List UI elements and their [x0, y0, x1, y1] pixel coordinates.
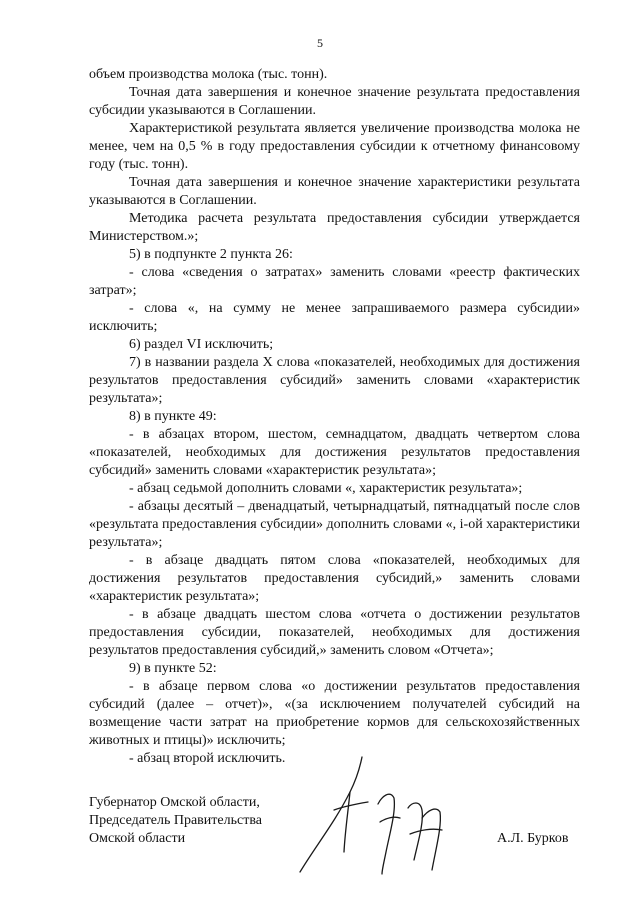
signature-block — [89, 794, 262, 848]
document-paragraph: - абзац седьмой дополнить словами «, характеристик результата»; — [129, 481, 523, 496]
document-paragraph: - абзацы десятый – двенадцатый, четырнадцатый, пятнадцатый после слов «результата предоставления субсидии» дополнить словами «, i-ой характеристики результата»; — [89, 499, 580, 550]
document-paragraph: - в абзацах втором, шестом, семнадцатом, двадцать четвертом слова «показателей, необходимых для достижения результатов предоставления субсидий» заменить словами «характеристик результата»; — [89, 427, 580, 478]
page-number: 5 — [317, 36, 323, 50]
document-paragraph: 9) в пункте 52: — [129, 661, 217, 676]
document-paragraph: - слова «, на сумму не менее запрашиваемого размера субсидии» исключить; — [89, 301, 580, 334]
signer-title-line: Губернатор Омской области, — [89, 795, 260, 810]
document-paragraph: - в абзаце первом слова «о достижении результатов предоставления субсидий (далее – отчет)», «(за исключением получателей субсидий на возмещение части затрат на приобретение кормов для сельскохозяйственных животных и птицы)» исключить; — [89, 679, 580, 748]
document-paragraph: Точная дата завершения и конечное значение результата предоставления субсидии указываются в Соглашении. — [89, 85, 580, 118]
document-paragraph: - в абзаце двадцать шестом слова «отчета о достижении результатов предоставления субсидии, показателей, необходимых для достижения результатов предоставления субсидий,» заменить словом «Отчета»; — [89, 607, 580, 658]
signer-title-line: Омской области — [89, 831, 186, 846]
document-body — [89, 66, 580, 768]
document-paragraph: объем производства молока (тыс. тонн). — [89, 67, 328, 82]
document-paragraph: 8) в пункте 49: — [129, 409, 217, 424]
handwritten-signature — [290, 752, 470, 882]
document-paragraph: 5) в подпункте 2 пункта 26: — [129, 247, 293, 262]
document-paragraph: 7) в названии раздела X слова «показателей, необходимых для достижения результатов предоставления субсидий» заменить словами «характеристик результата»; — [89, 355, 580, 406]
document-paragraph: Точная дата завершения и конечное значение характеристики результата указываются в Соглашении. — [89, 175, 580, 208]
signer-name: А.Л. Бурков — [497, 831, 569, 846]
document-paragraph: - абзац второй исключить. — [129, 751, 286, 766]
document-paragraph: Методика расчета результата предоставления субсидии утверждается Министерством.»; — [89, 211, 580, 244]
document-paragraph: - в абзаце двадцать пятом слова «показателей, необходимых для достижения результатов предоставления субсидий,» заменить словами «характеристик результата»; — [89, 553, 580, 604]
document-paragraph: Характеристикой результата является увеличение производства молока не менее, чем на 0,5 % в году предоставления субсидии к отчетному финансовому году (тыс. тонн). — [89, 121, 580, 172]
document-paragraph: 6) раздел VI исключить; — [129, 337, 274, 352]
document-paragraph: - слова «сведения о затратах» заменить словами «реестр фактических затрат»; — [89, 265, 580, 298]
signer-title-line: Председатель Правительства — [89, 813, 262, 828]
